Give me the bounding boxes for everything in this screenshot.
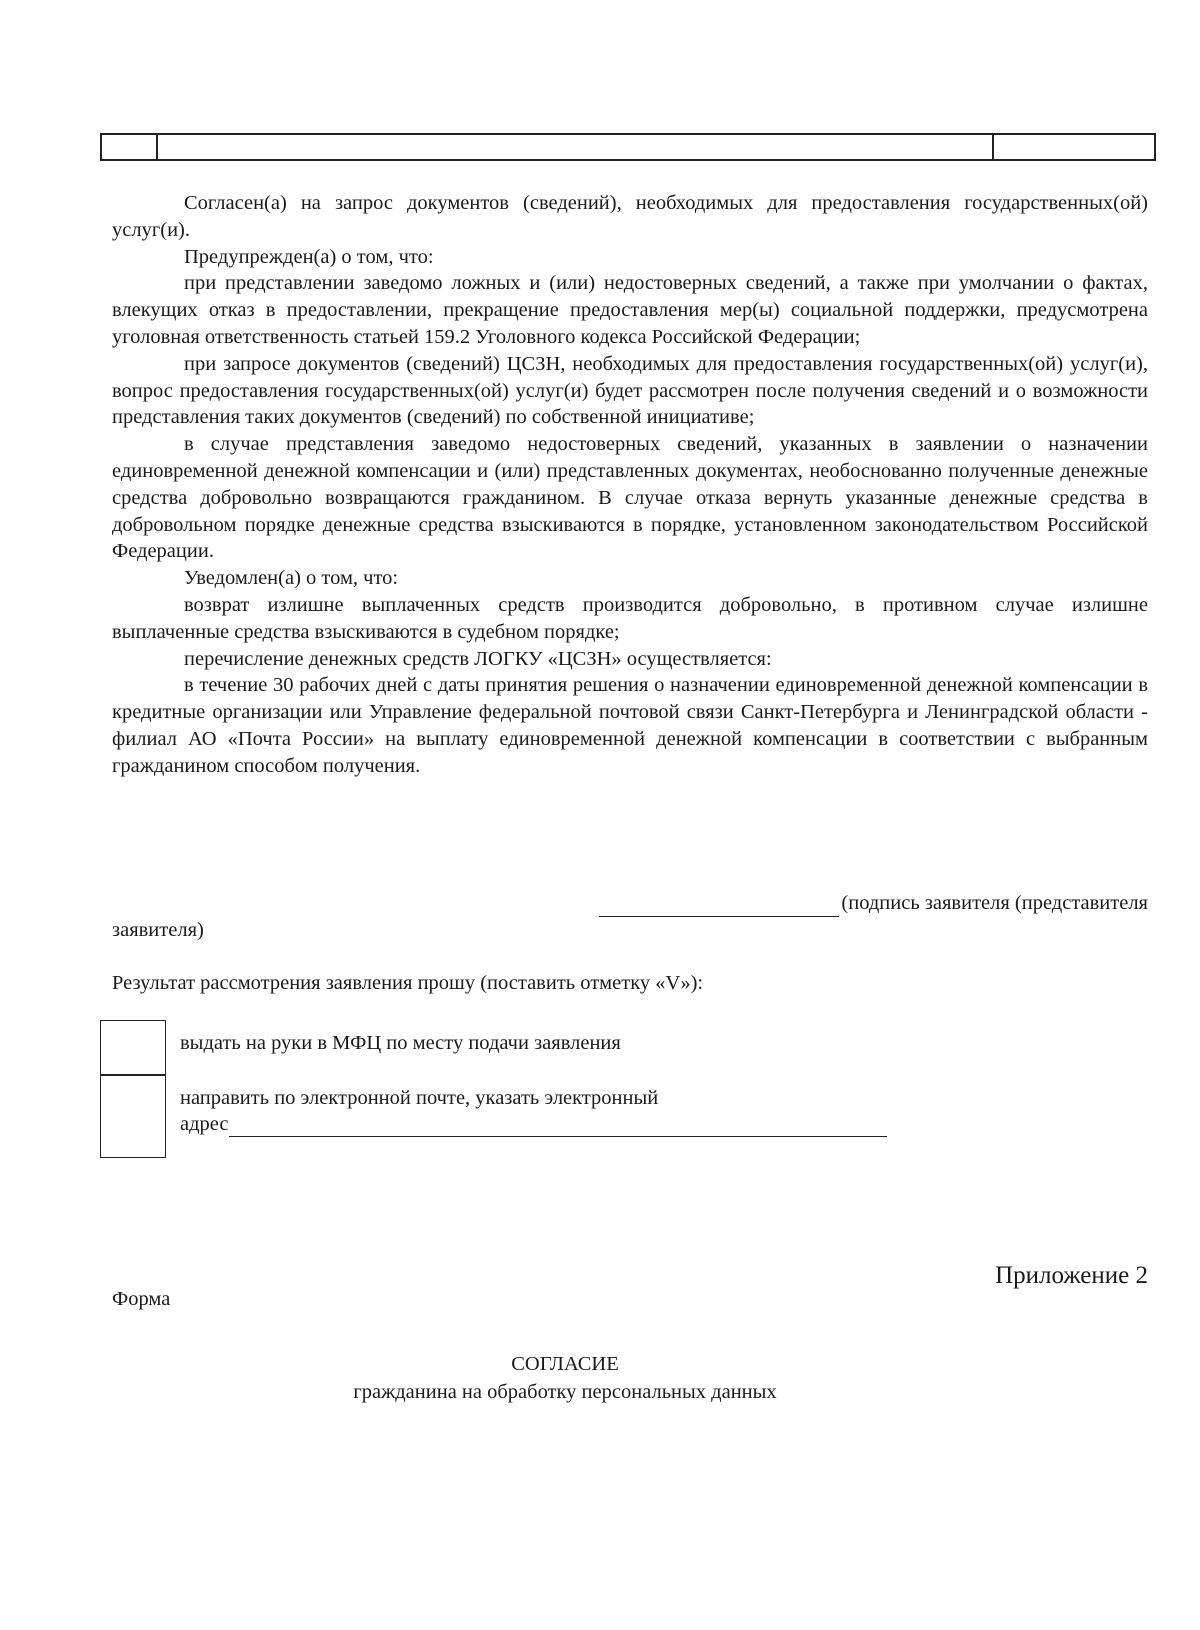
paragraph: Согласен(а) на запрос документов (сведений), необходимых для предоставления государственных(ой) услуг(и).	[112, 192, 1148, 241]
consent-body-text	[112, 190, 1148, 780]
header-table	[100, 133, 1156, 161]
checkbox-mfc[interactable]	[100, 1020, 166, 1076]
signature-field[interactable]	[599, 896, 839, 917]
option-mfc-label: выдать на руки в МФЦ по месту подачи заявления	[180, 1032, 621, 1054]
email-address-field[interactable]	[229, 1116, 887, 1137]
consent-title: СОГЛАСИЕ	[511, 1353, 619, 1375]
appendix-label: Приложение 2	[995, 1262, 1148, 1289]
signature-label-cont: заявителя)	[112, 918, 204, 941]
checkbox-email[interactable]	[100, 1074, 166, 1158]
signature-block	[112, 890, 1148, 944]
form-label: Форма	[112, 1288, 171, 1310]
address-label: адрес	[180, 1113, 229, 1135]
header-table-cell	[102, 135, 158, 159]
paragraph: в течение 30 рабочих дней с даты принятия решения о назначении единовременной денежной компенсации в кредитные организации или Управление федеральной почтовой связи Санкт-Петербурга и Ленинградской области - филиал АО «Почта России» на выплату единовременной денежной компенсации в соответствии с выбранным гражданином способом получения.	[112, 674, 1148, 777]
paragraph: возврат излишне выплаченных средств производится добровольно, в противном случае излишне выплаченные средства взыскиваются в судебном порядке;	[112, 593, 1148, 643]
result-prompt: Результат рассмотрения заявления прошу (поставить отметку «V»):	[112, 972, 704, 994]
option-email	[180, 1085, 887, 1137]
paragraph: перечисление денежных средств ЛОГКУ «ЦСЗН» осуществляется:	[184, 647, 772, 670]
paragraph: при запросе документов (сведений) ЦСЗН, необходимых для предоставления государственных(ой) услуг(и), вопрос предоставления государственных(ой) услуг(и) будет рассмотрен после получения сведений и о возможности представления таких документов (сведений) по собственной инициативе;	[112, 352, 1148, 429]
consent-subtitle: гражданина на обработку персональных данных	[353, 1381, 777, 1403]
paragraph: в случае представления заведомо недостоверных сведений, указанных в заявлении о назначении единовременной денежной компенсации и (или) представленных документах, необоснованно полученные денежные средства добровольно возвращаются гражданином. В случае отказа вернуть указанные денежные средства в добровольном порядке денежные средства взыскиваются в порядке, установленном законодательством Российской Федерации.	[112, 433, 1148, 563]
paragraph: Уведомлен(а) о том, что:	[184, 567, 399, 590]
paragraph: Предупрежден(а) о том, что:	[184, 245, 434, 268]
paragraph: при представлении заведомо ложных и (или) недостоверных сведений, а также при умолчании о фактах, влекущих отказ в предоставлении, прекращение предоставления мер(ы) социальной поддержки, предусмотрена уголовная ответственность статьей 159.2 Уголовного кодекса Российской Федерации;	[112, 272, 1148, 348]
option-email-label: направить по электронной почте, указать электронный	[180, 1087, 659, 1109]
signature-label: (подпись заявителя (представителя	[841, 892, 1148, 914]
header-table-cell	[994, 135, 1154, 159]
header-table-cell	[158, 135, 994, 159]
consent-heading	[0, 1350, 1130, 1406]
